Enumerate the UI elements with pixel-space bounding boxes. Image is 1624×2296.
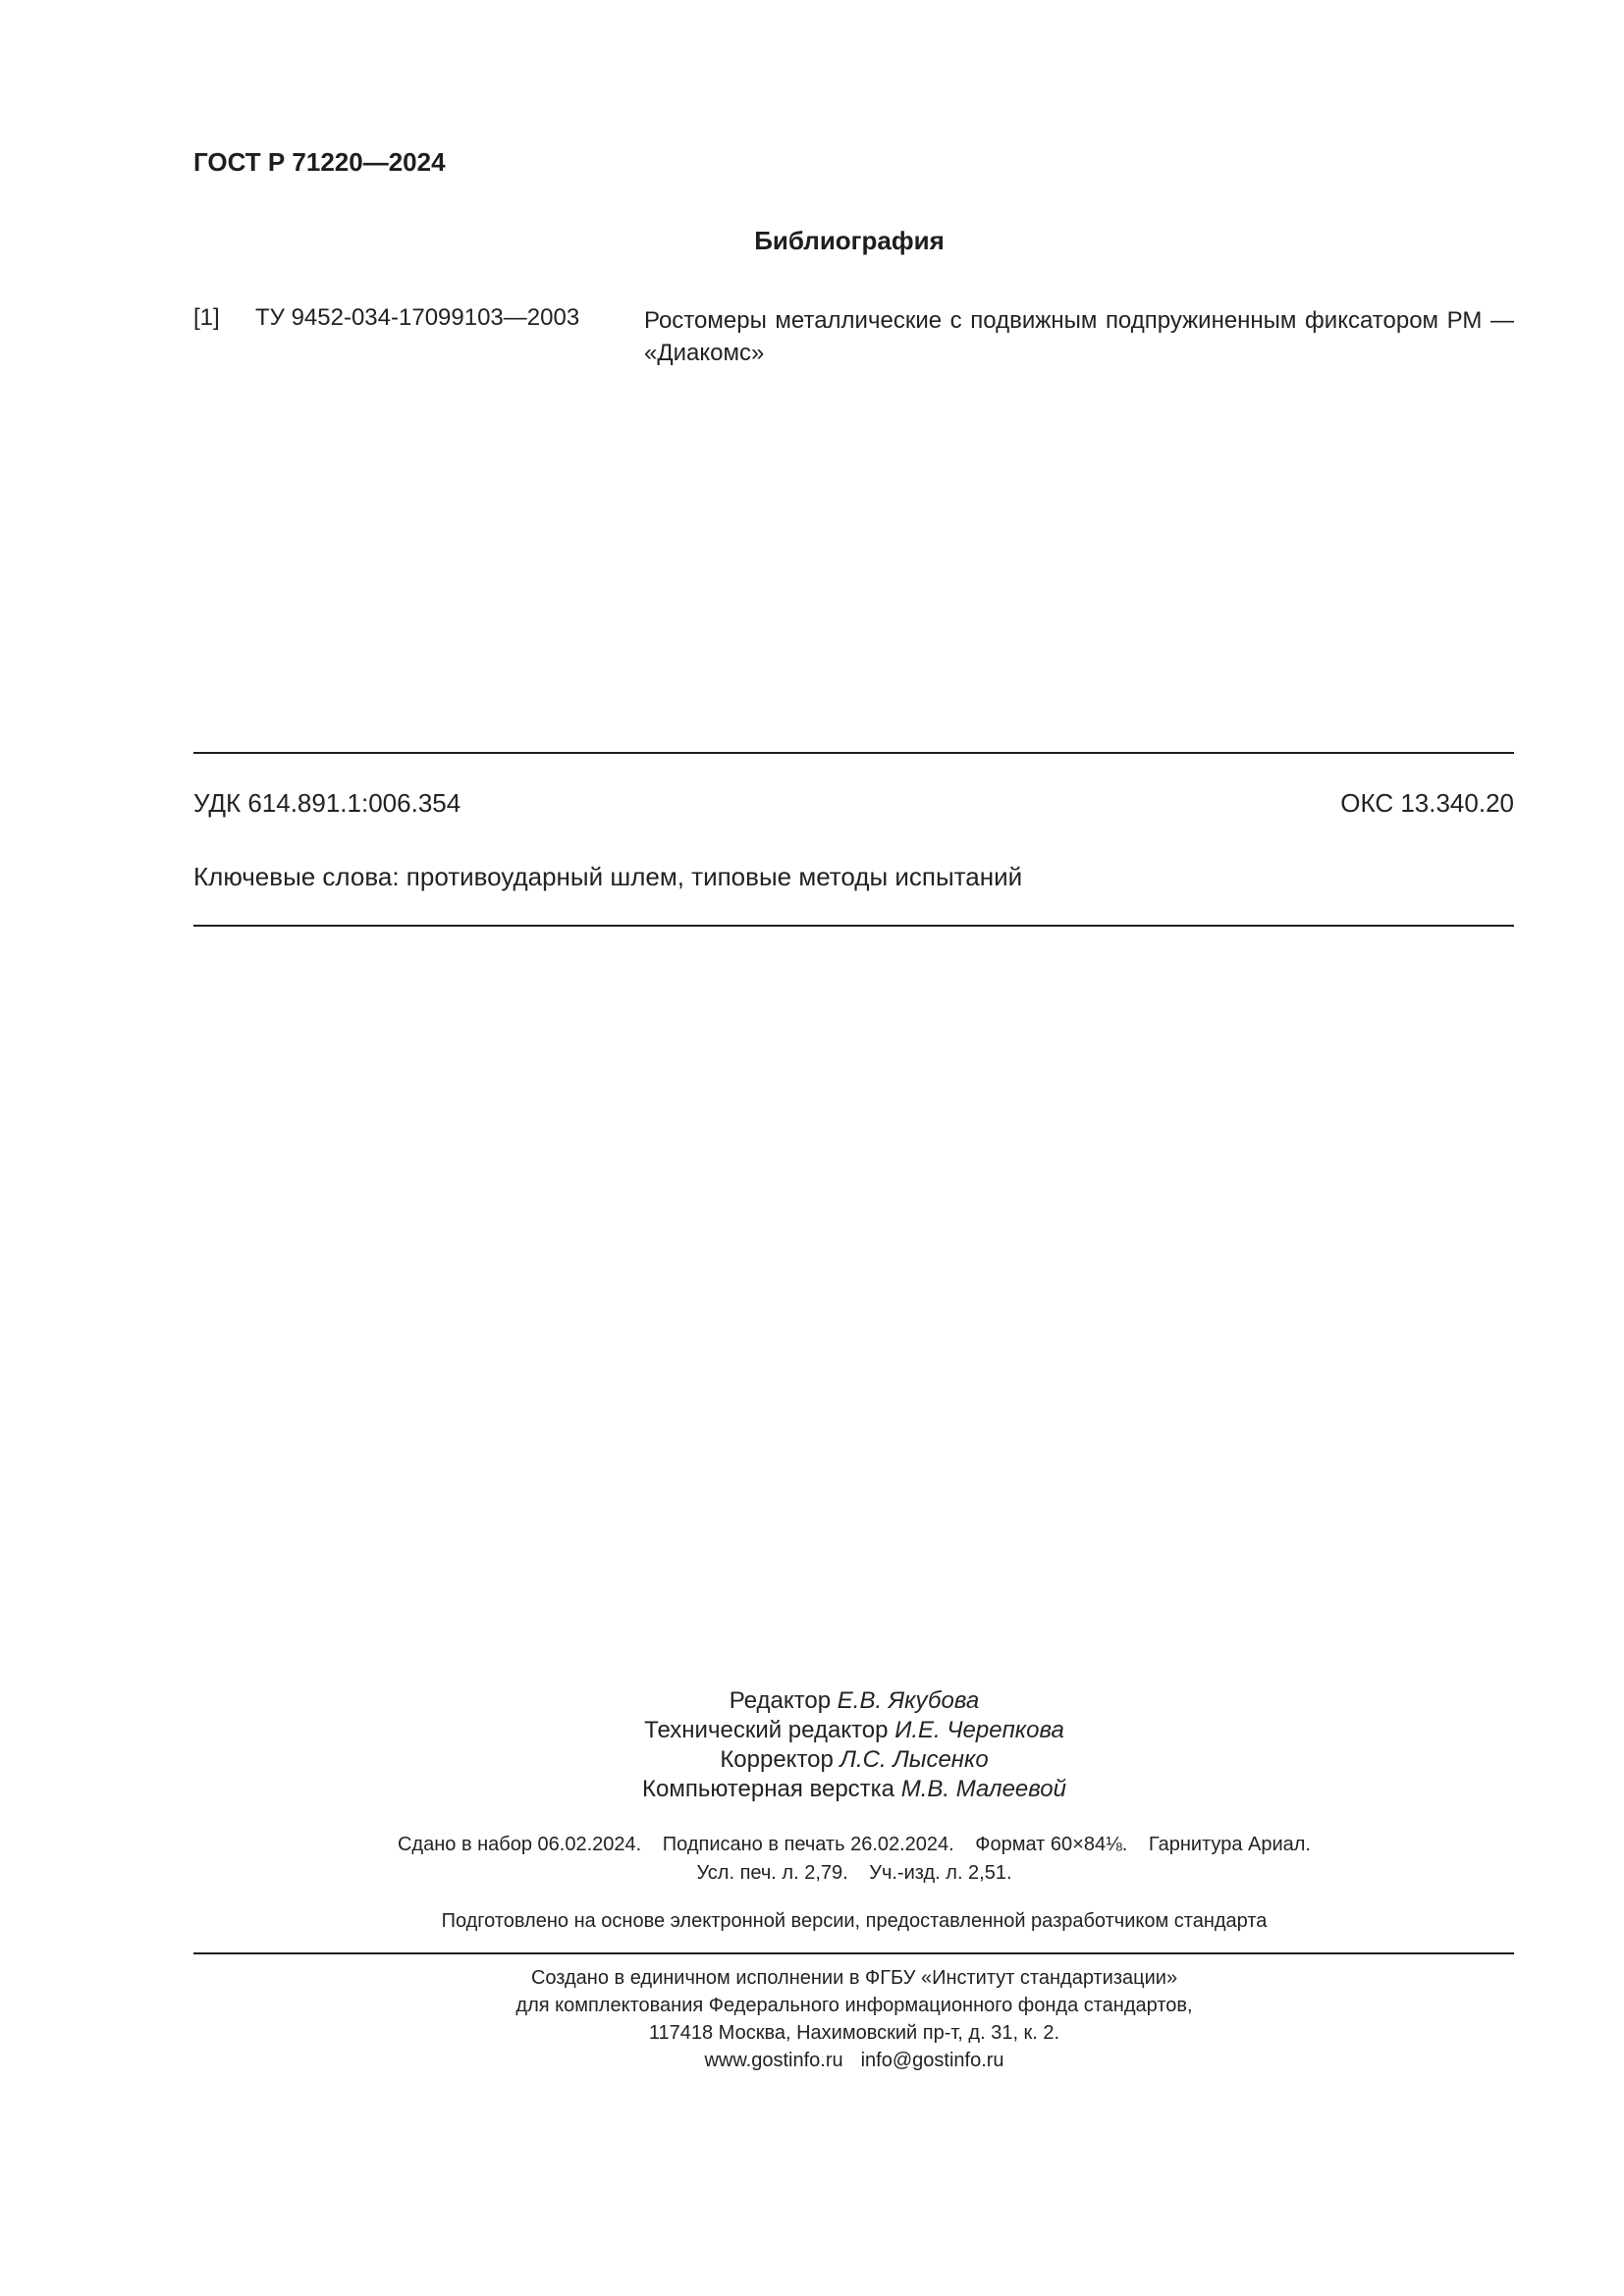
publisher-contacts xyxy=(0,2047,1624,2074)
credit-person: Л.С. Лысенко xyxy=(839,1746,989,1773)
print-info xyxy=(0,1831,1624,1888)
bibliography-entry-number: [1] xyxy=(193,304,220,331)
udk-code: УДК 614.891.1:006.354 xyxy=(193,788,461,818)
credit-line-layout xyxy=(0,1775,1624,1804)
paper-format: Формат 60×84⅛. xyxy=(975,1834,1128,1855)
publisher-sheets: Уч.-изд. л. 2,51. xyxy=(869,1862,1012,1884)
credit-line-tech-editor xyxy=(0,1716,1624,1745)
print-info-line-2 xyxy=(0,1859,1624,1888)
bibliography-entry-code: ТУ 9452-034-17099103—2003 xyxy=(255,304,580,331)
signed-date: Подписано в печать 26.02.2024. xyxy=(662,1834,954,1855)
oks-code: ОКС 13.340.20 xyxy=(1340,788,1514,818)
credit-role: Компьютерная верстка xyxy=(642,1776,895,1802)
publisher-block xyxy=(0,1964,1624,2074)
publisher-line-1: Создано в единичном исполнении в ФГБУ «Институт стандартизации» xyxy=(530,1967,1178,1989)
document-code: ГОСТ Р 71220—2024 xyxy=(193,147,446,177)
bibliography-title: Библиография xyxy=(754,226,945,255)
email-link[interactable]: info@gostinfo.ru xyxy=(860,2050,1004,2071)
credit-role: Редактор xyxy=(729,1687,832,1714)
typeface: Гарнитура Ариал. xyxy=(1148,1834,1311,1855)
keywords: Ключевые слова: противоударный шлем, типовые методы испытаний xyxy=(193,862,1023,891)
divider-middle xyxy=(193,925,1514,927)
credit-line-editor xyxy=(0,1686,1624,1716)
print-info-line-1 xyxy=(0,1831,1624,1859)
credit-line-proofreader xyxy=(0,1745,1624,1775)
publisher-line-2: для комплектования Федерального информационного фонда стандартов, xyxy=(515,1995,1193,2016)
credit-person: И.Е. Черепкова xyxy=(894,1717,1064,1743)
divider-bottom xyxy=(193,1952,1514,1954)
credits-block xyxy=(0,1686,1624,1804)
printed-sheets: Усл. печ. л. 2,79. xyxy=(696,1862,848,1884)
bibliography-entry-text: Ростомеры металлические с подвижным подпружиненным фиксатором РМ — «Диакомс» xyxy=(644,307,1514,366)
divider-top xyxy=(193,752,1514,754)
credit-person: Е.В. Якубова xyxy=(837,1687,980,1714)
publisher-address: 117418 Москва, Нахимовский пр-т, д. 31, к. 2. xyxy=(648,2022,1060,2044)
credit-role: Технический редактор xyxy=(644,1717,889,1743)
prepared-note: Подготовлено на основе электронной версии, предоставленной разработчиком стандарта xyxy=(441,1910,1268,1932)
website-link[interactable]: www.gostinfo.ru xyxy=(704,2050,843,2071)
credit-role: Корректор xyxy=(720,1746,834,1773)
credit-person: М.В. Малеевой xyxy=(900,1776,1066,1802)
typeset-date: Сдано в набор 06.02.2024. xyxy=(397,1834,642,1855)
